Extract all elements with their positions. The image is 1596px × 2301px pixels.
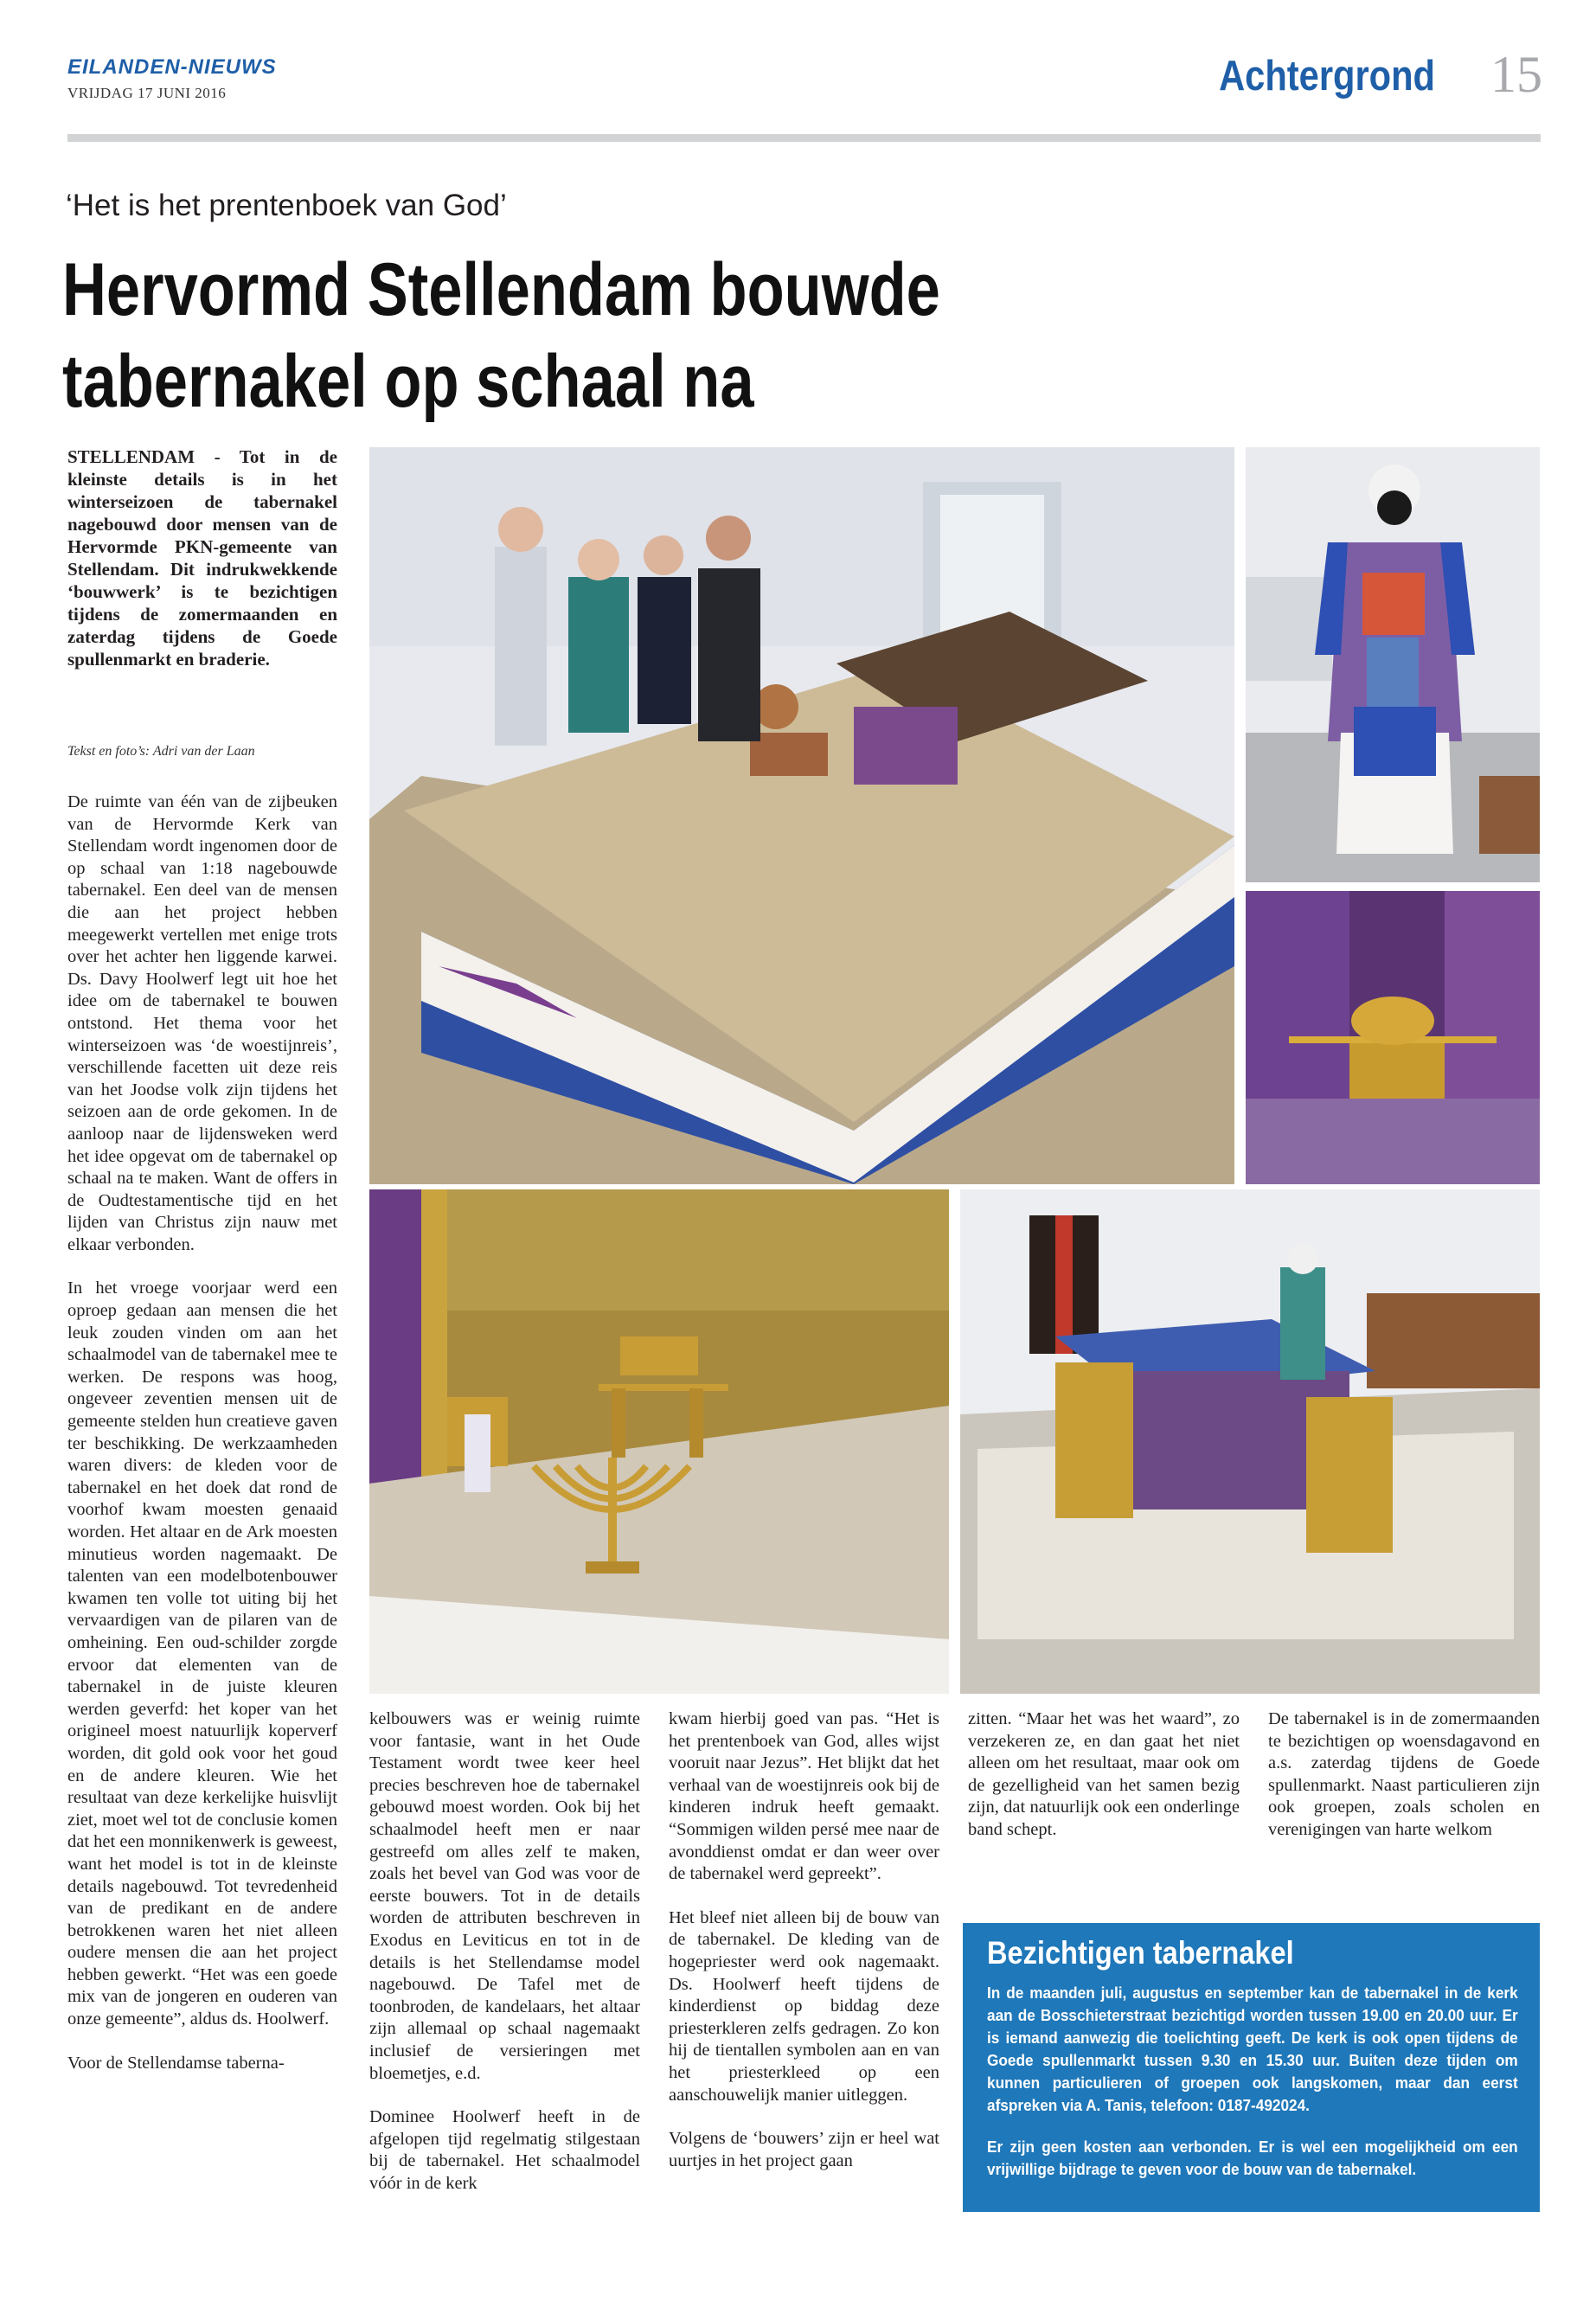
info-box-visiting <box>963 1923 1540 2212</box>
paragraph: Voor de Stellendamse taberna- <box>67 2053 285 2073</box>
paragraph: De ruimte van één van de zijbeuken van de Hervormde Kerk van Stellendam wordt ingenomen door de op schaal van 1:18 nagebouwde tabernakel. Een deel van de mensen die aan het project hebben meegewerkt vertellen met enige trots over het achter hen liggende karwei. Ds. Davy Hoolwerf legt uit hoe het idee om de tabernakel te bouwen ontstond. Het thema voor het winterseizoen was ‘de woestijnreis’, verschillende facetten uit deze reis van het Joodse volk zijn tijdens het seizoen aan de orde gekomen. In de aanloop naar de lijdensweken werd het idee opgevat om de tabernakel op schaal na te maken. Want de offers in de Oudtestamentische tijd en het lijden van Christus zijn nauw met elkaar verbonden. <box>67 792 337 1254</box>
paragraph: kwam hierbij goed van pas. “Het is het prentenboek van God, alles wijst vooruit naar Jezus”. Het blijkt dat het verhaal van de woestijnreis ook bij de kinderen indruk heeft gemaakt. “Sommigen wilden persé mee naar de avonddienst omdat er dan weer over de tabernakel werd gepreekt”. <box>669 1709 939 1884</box>
photo-menorah-and-table <box>369 1189 949 1694</box>
page-number: 15 <box>1490 46 1542 103</box>
article-kicker: ‘Het is het prentenboek van God’ <box>66 189 507 222</box>
text-column-1 <box>67 792 337 2096</box>
paragraph: De tabernakel is in de zomermaanden te bezichtigen op woensdagavond en a.s. zaterdag tijdens de Goede spullenmarkt. Naast particulieren zijn ook groepen, zoals scholen en verenigingen van harte welkom <box>1268 1709 1540 1839</box>
paragraph: In het vroege voorjaar werd een oproep gedaan aan mensen die het leuk zouden vinden om aan het schaalmodel van de tabernakel mee te werken. De respons was hoog, ongeveer zeventien mensen uit de gemeente stelden hun creatieve gaven ter beschikking. De werkzaamheden waren divers: de kleden voor de tabernakel en het doek dat rond de voorhof kwam moesten genaaid worden. Het altaar en de Ark moesten minutieus worden nagemaakt. De talenten van een modelbotenbouwer kwamen ten volle tot uiting bij het vervaardigen van de pilaren van de omheining. Een oud-schilder zorgde ervoor dat elementen van de tabernakel in de juiste kleuren werden geverfd: het koper van het origineel moest natuurlijk koperverf worden, dit gold ook voor het goud en de andere kleuren. Wie het resultaat van deze kerkelijke huisvlijt ziet, moet wel tot de conclusie komen dat het een monnikenwerk is geweest, want het model is tot in de kleinste details nagebouwd. Tot tevredenheid van de predikant en de andere betrokkenen waren het niet alleen oudere mensen die aan het project hebben gewerkt. “Het was een goede mix van de jongeren en ouderen van onze gemeente”, aldus ds. Hoolwerf. <box>67 1279 337 2029</box>
section-title: Achtergrond <box>1219 53 1435 99</box>
article-byline: Tekst en foto’s: Adri van der Laan <box>67 744 255 759</box>
paragraph: kelbouwers was er weinig ruimte voor fantasie, want in het Oude Testament wordt twee keer heel precies beschreven hoe de tabernakel gebouwd moest worden. Ook bij het schaalmodel heeft men er naar gestreefd om alles zelf te maken, zoals het bevel van God was voor de eerste bouwers. Tot in de details worden de attributen beschreven in Exodus en Leviticus en tot in de details is het Stellendamse model nagebouwd. De Tafel met de toonbroden, de kandelaars, het altaar zijn allemaal op schaal nagemaakt inclusief de versieringen met bloemetjes, e.d. <box>369 1709 640 2083</box>
title-line-1: Hervormd Stellendam bouwde <box>62 248 940 331</box>
paragraph: Dominee Hoolwerf heeft in de afgelopen tijd regelmatig stilgestaan bij de tabernakel. Het schaalmodel vóór in de kerk <box>369 2107 640 2193</box>
paragraph: zitten. “Maar het was het waard”, zo verzekeren ze, en dan gaat het niet alleen om het resultaat, maar ook om de gezelligheid van het samen bezig zijn, dat natuurlijk ook een onderlinge band schept. <box>968 1709 1240 1839</box>
text-column-3 <box>669 1708 939 2194</box>
header-rule <box>67 134 1541 142</box>
paragraph: Het bleef niet alleen bij de bouw van de tabernakel. De kleding van de hogepriester werd ook nagemaakt. Ds. Hoolwerf heeft tijdens de kinderdienst op biddag deze priesterkleren zelfs gedragen. Zo kon hij de tientallen symbolen aan en van het priesterkleed op een aanschouwelijk manier uitleggen. <box>669 1907 939 2105</box>
text-column-2 <box>369 1708 640 2216</box>
article-lead: STELLENDAM - Tot in de kleinste details is in het winterseizoen de tabernakel nagebouwd door mensen van de Hervormde PKN-gemeente van Stellendam. Dit indrukwekkende ‘bouwwerk’ is te bezichtigen tijdens de zomermaanden en zaterdag tijdens de Goede spullenmarkt en braderie. <box>67 446 337 670</box>
newspaper-logo: EILANDEN-NIEUWS <box>67 55 277 79</box>
article-title <box>62 244 984 427</box>
issue-date: VRIJDAG 17 JUNI 2016 <box>67 85 227 101</box>
photo-builders-with-model <box>369 447 1234 1184</box>
info-box-title: Bezichtigen tabernakel <box>987 1935 1294 1971</box>
photo-high-priest-garment <box>1246 447 1540 882</box>
title-line-2: tabernakel op schaal na <box>62 340 754 423</box>
paragraph: Volgens de ‘bouwers’ zijn er heel wat uurtjes in het project gaan <box>669 2129 939 2170</box>
info-box-paragraph: In de maanden juli, augustus en september kan de tabernakel in de kerk aan de Bosschieterstraat bezichtigd worden tussen 19.00 en 20.00 uur. Er is iemand aanwezig die toelichting geeft. De kerk is ook open tijdens de Goede spullenmarkt tussen 9.30 en 15.30 uur. Buiten deze tijden om kunnen particulieren of groepen ook langskomen, maar dan eerst afspreken via A. Tanis, telefoon: 0187-492024. <box>987 1984 1518 2114</box>
text-column-4 <box>968 1708 1240 1863</box>
text-column-5 <box>1268 1708 1540 1863</box>
info-box-paragraph: Er zijn geen kosten aan verbonden. Er is wel een mogelijkheid om een vrijwillige bijdrage te geven voor de bouw van de tabernakel. <box>987 2138 1518 2178</box>
photo-ark-of-covenant <box>1246 891 1540 1184</box>
photo-tabernacle-tent <box>960 1189 1540 1694</box>
